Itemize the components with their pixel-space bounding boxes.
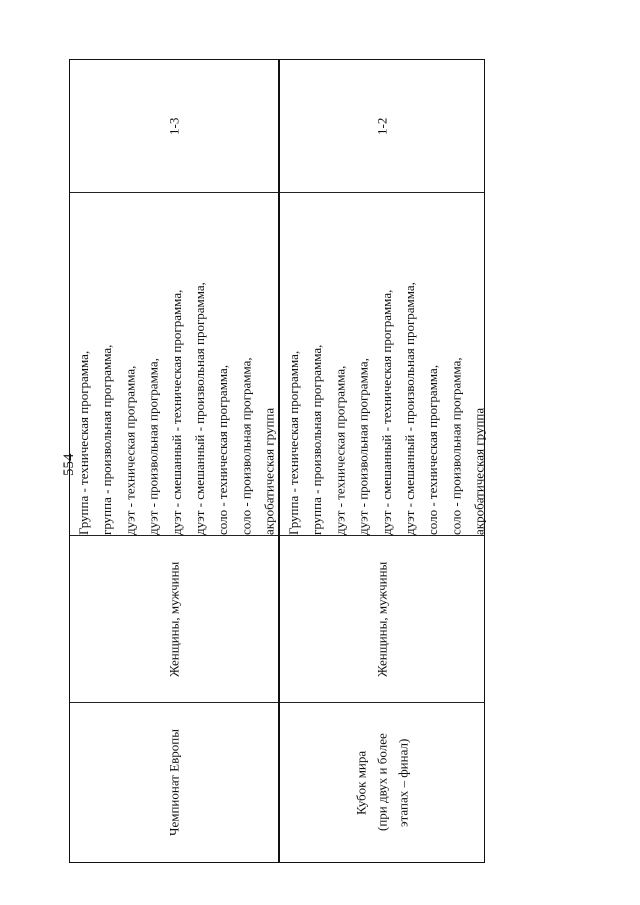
program-item: акробатическая группа <box>261 407 277 535</box>
program-item: соло - техническая программа, <box>425 364 441 535</box>
program-item: группа - произвольная программа, <box>99 344 115 535</box>
competition-name <box>280 703 484 862</box>
competition-line: Чемпионат Европы <box>166 729 182 836</box>
places-cell <box>70 60 278 193</box>
program-item: соло - произвольная программа, <box>448 357 464 535</box>
competition-line: (при двух и более <box>374 733 390 832</box>
programs-cell <box>280 193 487 535</box>
program-item: Группа - техническая программа, <box>76 350 91 535</box>
participants-text: Женщины, мужчины <box>374 561 390 677</box>
program-item: дуэт - смешанный - техническая программа, <box>168 289 184 535</box>
table-row <box>70 60 278 862</box>
program-item: Группа - техническая программа, <box>286 350 301 535</box>
program-item: соло - техническая программа, <box>215 364 231 535</box>
program-item: дуэт - произвольная программа, <box>145 358 161 535</box>
competition-line: этапах – финал) <box>395 738 411 827</box>
programs-cell <box>70 193 278 535</box>
results-table <box>69 59 485 863</box>
program-item: дуэт - техническая программа, <box>332 365 348 535</box>
places-text: 1-2 <box>374 117 390 135</box>
competition-cell <box>70 702 278 862</box>
program-item: акробатическая группа <box>471 407 487 535</box>
program-item: дуэт - произвольная программа, <box>355 358 371 535</box>
participants-text: Женщины, мужчины <box>166 561 182 677</box>
program-item: соло - произвольная программа, <box>238 357 254 535</box>
program-item: дуэт - смешанный - произвольная программа, <box>402 282 418 535</box>
places-cell <box>280 60 484 193</box>
page-number: 554 <box>61 453 77 477</box>
participants-cell <box>280 535 484 702</box>
programs-list <box>282 193 487 535</box>
competition-name <box>70 703 278 862</box>
program-item: дуэт - смешанный - техническая программа, <box>378 289 394 535</box>
competition-line: Кубок мира <box>353 750 369 815</box>
program-item: дуэт - смешанный - произвольная программа, <box>192 282 208 535</box>
program-item: дуэт - техническая программа, <box>122 365 138 535</box>
places-text: 1-3 <box>166 117 182 135</box>
competition-cell <box>280 702 484 862</box>
participants-cell <box>70 535 278 702</box>
programs-list <box>72 193 276 535</box>
table-row <box>278 60 487 862</box>
program-item: группа - произвольная программа, <box>309 344 325 535</box>
